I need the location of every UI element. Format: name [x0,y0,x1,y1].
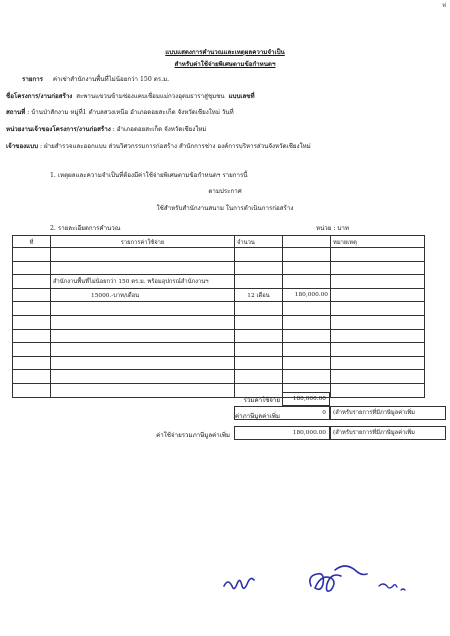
project-value: สะพานแขวนข้ามช่องแคบเชื่อมแม่กวงอุดมธาราสู่ชุมชน [76,93,225,100]
table-row [13,275,425,289]
section2-heading: 2. รายละเอียดการคำนวณ [50,225,121,232]
grand-total-value: 180,000.00 [234,426,330,440]
estimator-value: : ฝ่ายสำรวจและออกแบบ ส่วนวิศวกรรมการก่อสร้าง สำนักการช่าง องค์การบริหารส่วนจังหวัดเชียงใหม่ [40,143,311,150]
col-header-item: รายการค่าใช้จ่าย [51,236,235,248]
section1-heading: 1. เหตุผลและความจำเป็นที่ต้องมีค่าใช้จ่ายพิเศษตามข้อกำหนดฯ รายการนี้ [50,172,248,179]
project-suffix: แบบเลขที่ [228,93,255,100]
cell-no [13,261,51,275]
cell-qty [235,315,283,329]
table-header-row [13,236,425,248]
cell-item: 15000.-บาท/เดือน [51,288,235,302]
cell-remark [331,329,425,343]
cell-no [13,288,51,302]
cell-item [51,315,235,329]
document-title: แบบแสดงการคำนวณและเหตุผลความจำเป็น [165,49,285,56]
agency-row [6,124,207,134]
location-label: สถานที่ [6,109,26,116]
cell-qty [235,261,283,275]
cell-remark [331,370,425,384]
cell-remark [331,356,425,370]
cell-no [13,248,51,262]
item-value: ค่าเช่าสำนักงานพื้นที่ไม่น้อยกว่า 150 ตร.ม. [52,76,170,83]
col-header-no: ที่ [13,236,51,248]
location-row [6,107,234,117]
cell-remark [331,275,425,289]
cell-item [51,343,235,357]
grand-total-label: ค่าใช้จ่ายรวมภาษีมูลค่าเพิ่ม [156,432,230,439]
cell-remark [331,288,425,302]
item-label: รายการ [22,76,43,83]
cell-amount [283,315,331,329]
total-value: 180,000.00 [282,392,330,406]
cell-amount: 180,000.00 [283,288,331,302]
signature-left [220,568,260,598]
agency-value: : อำเภอดอยสะเก็ด จังหวัดเชียงใหม่ [112,126,207,133]
cell-qty [235,248,283,262]
grand-total-note: (สำหรับรายการที่มีภาษีมูลค่าเพิ่ม [330,426,446,440]
section1-line3: ใช้สำหรับสำนักงานสนาม ในการดำเนินการก่อสร้าง [156,205,294,212]
vat-note: (สำหรับรายการที่มีภาษีมูลค่าเพิ่ม [330,406,446,420]
cell-item [51,261,235,275]
cell-item [51,329,235,343]
cell-no [13,315,51,329]
calculation-table [12,235,425,398]
cell-remark [331,302,425,316]
cell-item [51,370,235,384]
table-row [13,302,425,316]
table-row [13,315,425,329]
signature-right [305,560,415,600]
cell-remark [331,248,425,262]
cell-remark [331,383,425,397]
table-row [13,370,425,384]
corner-mark: ฟ [442,3,446,9]
table-row [13,261,425,275]
location-value: : บ้านป่าสักงาม หมู่ที่1 ตำบลสวงเหนือ อำเภอดอยสะเก็ด จังหวัดเชียงใหม่ วันที่ [27,109,234,116]
cell-item: สำนักงานพื้นที่ไม่น้อยกว่า 150 ตร.ม. พร้อมอุปกรณ์สำนักงานฯ [51,275,235,289]
table-row [13,248,425,262]
estimator-row [6,141,311,151]
cell-no [13,370,51,384]
section1-line2: ตามประกาศ [208,188,242,195]
cell-amount [283,275,331,289]
cell-qty [235,302,283,316]
cell-no [13,343,51,357]
estimator-label: เจ้าของแบบ [6,143,39,150]
cell-remark [331,343,425,357]
col-header-remark: หมายเหตุ [331,236,425,248]
unit-label: หน่วย : บาท [316,225,349,232]
cell-amount [283,261,331,275]
cell-amount [283,302,331,316]
cell-amount [283,343,331,357]
cell-qty [235,370,283,384]
vat-value: 0 [234,406,330,420]
cell-amount [283,248,331,262]
cell-item [51,383,235,397]
table-row [13,329,425,343]
cell-no [13,302,51,316]
cell-no [13,275,51,289]
cell-qty [235,275,283,289]
col-header-amount [283,236,331,248]
project-label: ชื่อโครงการ/งานก่อสร้าง [6,93,73,100]
vat-label: ค่าภาษีมูลค่าเพิ่ม [234,413,280,420]
cell-item [51,302,235,316]
cell-qty [235,343,283,357]
table-row [13,343,425,357]
table-row [13,383,425,397]
table-row [13,356,425,370]
cell-qty [235,329,283,343]
project-row [6,91,255,101]
cell-item [51,248,235,262]
cell-remark [331,261,425,275]
cell-no [13,383,51,397]
cell-item [51,356,235,370]
item-row [22,74,169,84]
cell-no [13,329,51,343]
total-label: รวมค่าใช้จ่าย [243,397,280,404]
cell-amount [283,356,331,370]
cell-qty [235,356,283,370]
col-header-qty: จำนวน [235,236,283,248]
cell-amount [283,329,331,343]
table-row [13,288,425,302]
cell-no [13,356,51,370]
document-subtitle: สำหรับค่าใช้จ่ายพิเศษตามข้อกำหนดฯ [174,61,276,68]
cell-remark [331,315,425,329]
agency-label: หน่วยงานเจ้าของโครงการ/งานก่อสร้าง [6,126,111,133]
cell-qty: 12 เดือน [235,288,283,302]
cell-amount [283,370,331,384]
